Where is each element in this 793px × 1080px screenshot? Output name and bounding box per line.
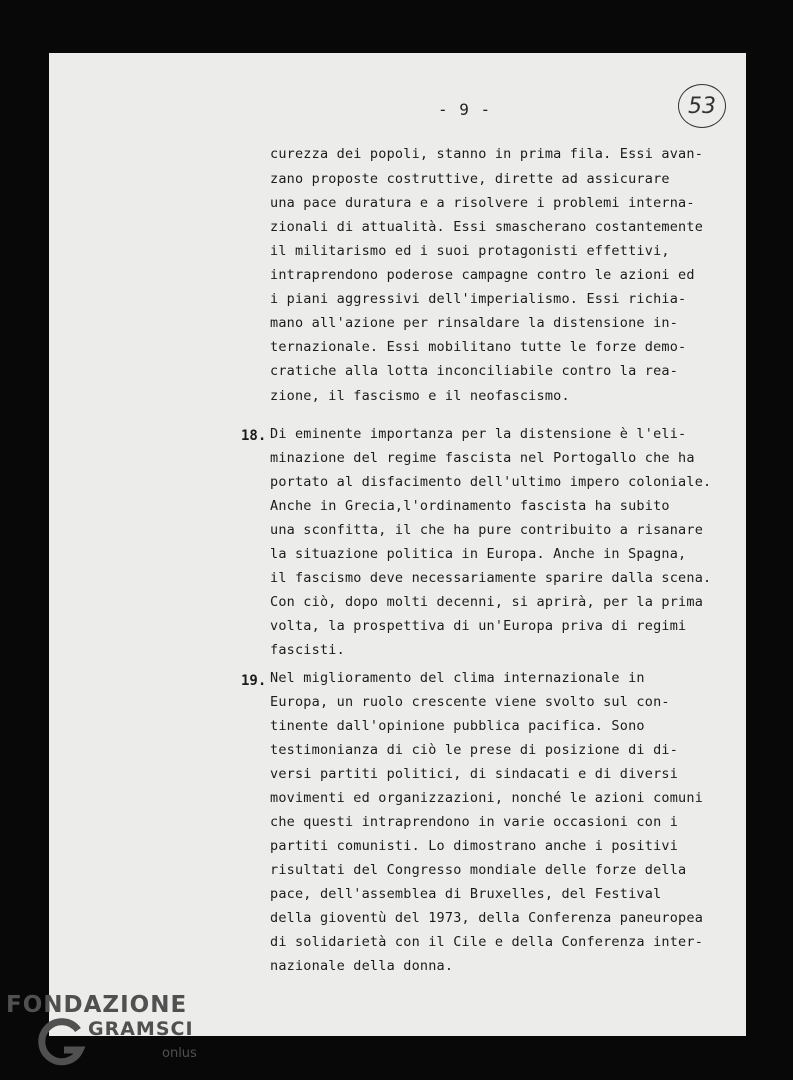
text-line: zione, il fascismo e il neofascismo. bbox=[270, 388, 570, 404]
foundation-logo-icon bbox=[34, 1016, 90, 1068]
text-line: testimonianza di ciò le prese di posizione di di- bbox=[270, 742, 679, 758]
text-line: risultati del Congresso mondiale delle forze della bbox=[270, 862, 687, 878]
text-line: Europa, un ruolo crescente viene svolto sul con- bbox=[270, 694, 670, 710]
text-line: che questi intraprendono in varie occasioni con i bbox=[270, 814, 679, 830]
text-line: Di eminente importanza per la distensione è l'eli- bbox=[270, 426, 687, 442]
text-line: ternazionale. Essi mobilitano tutte le forze demo- bbox=[270, 339, 687, 355]
text-line: i piani aggressivi dell'imperialismo. Essi richia- bbox=[270, 291, 687, 307]
paragraph-number: 19. bbox=[241, 673, 267, 689]
watermark-line-2: GRAMSCI bbox=[88, 1018, 194, 1040]
watermark-line-3: onlus bbox=[162, 1046, 197, 1061]
text-line: intraprendono poderose campagne contro le azioni ed bbox=[270, 267, 695, 283]
watermark-line-1: FONDAZIONE bbox=[6, 992, 188, 1018]
text-line: Con ciò, dopo molti decenni, si aprirà, per la prima bbox=[270, 594, 704, 610]
text-line: movimenti ed organizzazioni, nonché le azioni comuni bbox=[270, 790, 704, 806]
text-line: pace, dell'assemblea di Bruxelles, del Festival bbox=[270, 886, 662, 902]
text-line: il militarismo ed i suoi protagonisti effettivi, bbox=[270, 243, 670, 259]
text-line: di solidarietà con il Cile e della Conferenza inter- bbox=[270, 934, 704, 950]
text-line: volta, la prospettiva di un'Europa priva di regimi bbox=[270, 618, 687, 634]
text-line: Nel miglioramento del clima internazionale in bbox=[270, 670, 645, 686]
text-line: della gioventù del 1973, della Conferenza paneuropea bbox=[270, 910, 704, 926]
text-line: nazionale della donna. bbox=[270, 958, 454, 974]
text-line: minazione del regime fascista nel Portogallo che ha bbox=[270, 450, 695, 466]
text-line: la situazione politica in Europa. Anche in Spagna, bbox=[270, 546, 687, 562]
text-line: portato al disfacimento dell'ultimo impero coloniale. bbox=[270, 474, 712, 490]
text-line: cratiche alla lotta inconciliabile contro la rea- bbox=[270, 363, 679, 379]
text-line: una sconfitta, il che ha pure contribuito a risanare bbox=[270, 522, 704, 538]
foundation-watermark bbox=[6, 992, 206, 1072]
paragraph-number: 18. bbox=[241, 428, 267, 444]
text-line: tinente dall'opinione pubblica pacifica. Sono bbox=[270, 718, 645, 734]
page-number: - 9 - bbox=[438, 100, 492, 119]
text-line: mano all'azione per rinsaldare la distensione in- bbox=[270, 315, 679, 331]
text-line: fascisti. bbox=[270, 642, 345, 658]
text-line: zano proposte costruttive, dirette ad assicurare bbox=[270, 171, 670, 187]
text-line: una pace duratura e a risolvere i problemi interna- bbox=[270, 195, 695, 211]
text-line: il fascismo deve necessariamente sparire dalla scena. bbox=[270, 570, 712, 586]
text-line: versi partiti politici, di sindacati e di diversi bbox=[270, 766, 679, 782]
folio-stamp: 53 bbox=[678, 84, 726, 128]
text-line: partiti comunisti. Lo dimostrano anche i positivi bbox=[270, 838, 679, 854]
text-line: curezza dei popoli, stanno in prima fila. Essi avan- bbox=[270, 146, 704, 162]
text-line: zionali di attualità. Essi smascherano costantemente bbox=[270, 219, 704, 235]
text-line: Anche in Grecia,l'ordinamento fascista ha subito bbox=[270, 498, 670, 514]
